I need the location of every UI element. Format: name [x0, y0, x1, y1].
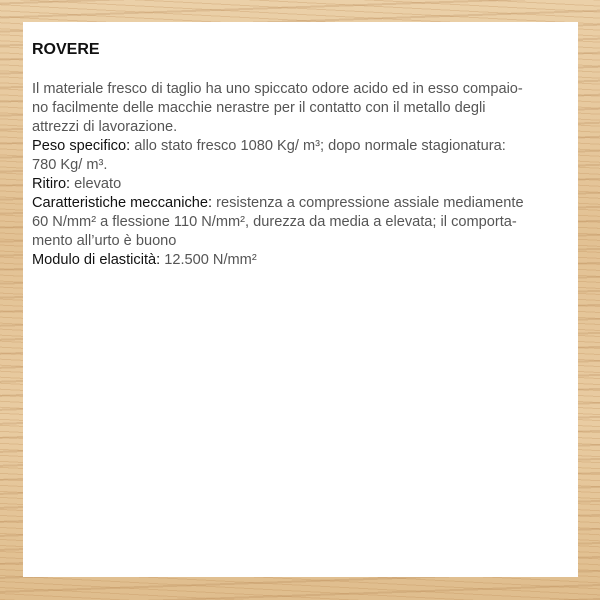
- peso-specifico-value-1: allo stato fresco 1080 Kg/ m³; dopo normale stagionatura:: [130, 138, 506, 154]
- peso-specifico-label: Peso specifico:: [32, 138, 131, 154]
- ritiro-value: elevato: [70, 176, 122, 192]
- peso-specifico-value-2: 780 Kg/ m³.: [32, 157, 108, 173]
- peso-specifico-line: [32, 137, 569, 156]
- description-body: [32, 80, 569, 270]
- caratteristiche-value-2: 60 N/mm² a flessione 110 N/mm², durezza da media a elevata; il comporta-: [32, 214, 517, 230]
- peso-specifico-line-2: [32, 156, 569, 175]
- modulo-value: 12.500 N/mm²: [160, 252, 257, 268]
- ritiro-label: Ritiro:: [32, 176, 71, 192]
- caratteristiche-value-3: mento all’urto è buono: [32, 233, 177, 249]
- intro-line-1: Il materiale fresco di taglio ha uno spiccato odore acido ed in esso compaio-: [32, 81, 523, 97]
- caratteristiche-line-3: [32, 232, 569, 251]
- caratteristiche-line-2: [32, 213, 569, 232]
- info-card: [23, 22, 578, 577]
- page-title: ROVERE: [32, 41, 100, 58]
- caratteristiche-value-1: resistenza a compressione assiale mediamente: [212, 195, 524, 211]
- intro-line-2: no facilmente delle macchie nerastre per il contatto con il metallo degli: [32, 100, 486, 116]
- modulo-line: [32, 251, 569, 270]
- intro-line-3: attrezzi di lavorazione.: [32, 119, 178, 135]
- modulo-label: Modulo di elasticità:: [32, 252, 161, 268]
- ritiro-line: [32, 175, 569, 194]
- caratteristiche-label: Caratteristiche meccaniche:: [32, 195, 213, 211]
- caratteristiche-line: [32, 194, 569, 213]
